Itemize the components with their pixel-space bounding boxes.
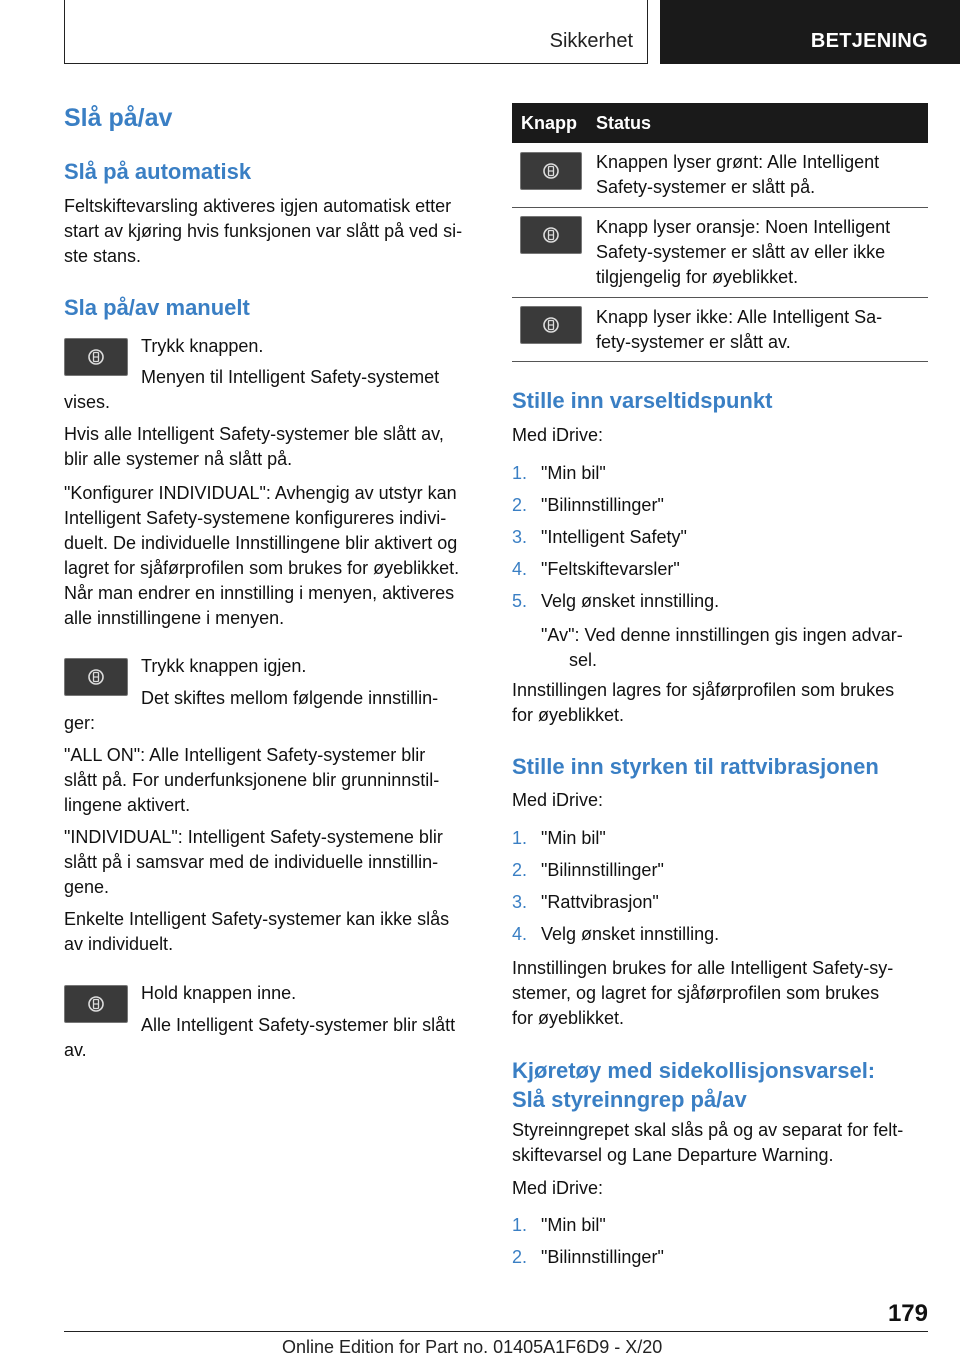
step-number: 4.	[512, 559, 528, 579]
menu-step: "Min bil"	[541, 1215, 606, 1235]
table-divider	[512, 297, 928, 298]
step-number: 2.	[512, 1247, 528, 1267]
para-all-off: Hvis alle Intelligent Safety-systemer ble slått av, blir alle systemer nå slått på.	[64, 424, 444, 469]
step-number: 1.	[512, 828, 528, 848]
menu-step: "Bilinnstillinger"	[541, 1247, 664, 1267]
warn-intro: Med iDrive:	[512, 425, 604, 445]
menu-step: "Min bil"	[541, 828, 606, 848]
steering-assist-icon	[541, 161, 561, 181]
menu-step: "Feltskiftevarsler"	[541, 559, 680, 579]
col-header-button: Knapp	[521, 113, 577, 133]
step-number: 3.	[512, 892, 528, 912]
table-button-image	[520, 216, 582, 254]
menu-step: "Intelligent Safety"	[541, 527, 687, 547]
steering-assist-icon	[86, 994, 106, 1014]
step3-line1: Hold knappen inne.	[141, 983, 297, 1003]
menu-step: "Bilinnstillinger"	[541, 860, 664, 880]
vib-after: Innstillingen brukes for alle Intelligent Safety-sy- stemer, og lagret for sjåførprofilen som brukes for øyeblikket.	[512, 958, 894, 1028]
vib-intro: Med iDrive:	[512, 790, 604, 810]
steering-assist-icon	[86, 347, 106, 367]
heading-manual: Sla på/av manuelt	[64, 295, 250, 320]
table-divider	[512, 361, 928, 362]
step2-line2: Det skiftes mellom følgende innstillin-	[141, 688, 439, 708]
step-number: 1.	[512, 463, 528, 483]
steering-assist-icon	[541, 315, 561, 335]
para-exceptions: Enkelte Intelligent Safety-systemer kan ikke slås av individuelt.	[64, 909, 450, 954]
steering-assist-icon	[86, 667, 106, 687]
para-individual: "INDIVIDUAL": Intelligent Safety-systemene blir slått på i samsvar med de individuelle innstillin- gene.	[64, 827, 443, 897]
para-all-on: "ALL ON": Alle Intelligent Safety-systemer blir slått på. For underfunksjonene blir grunninnstil- lingene aktivert.	[64, 745, 440, 815]
step-number: 5.	[512, 591, 528, 611]
step2-line1: Trykk knappen igjen.	[141, 656, 307, 676]
footer-divider	[64, 1331, 928, 1332]
menu-step: Velg ønsket innstilling.	[541, 591, 720, 611]
step2-line3: ger:	[64, 713, 96, 733]
col-header-status: Status	[596, 113, 652, 133]
step-number: 3.	[512, 527, 528, 547]
safety-button-image	[64, 658, 128, 696]
footer-edition: Online Edition for Part no. 01405A1F6D9 - X/20	[282, 1337, 663, 1357]
menu-step: "Rattvibrasjon"	[541, 892, 659, 912]
safety-button-image	[64, 338, 128, 376]
step-number: 2.	[512, 860, 528, 880]
warn-sub: "Av": Ved denne innstillingen gis ingen advar- sel.	[541, 625, 903, 670]
menu-step: "Min bil"	[541, 463, 606, 483]
step1-line2: Menyen til Intelligent Safety-systemet	[141, 367, 440, 387]
side-text: Styreinngrepet skal slås på og av separat for felt- skiftevarsel og Lane Departure Warning.	[512, 1120, 904, 1165]
para-configure: "Konfigurer INDIVIDUAL": Avhengig av utstyr kan Intelligent Safety-systemene konfigureres indivi- duelt. De individuelle Innstillingene blir aktivert og lagret for sjåførprofilen som brukes for øyeblikket. Når man endrer en innstilling i menyen, aktiveres alle innstillingene i menyen.	[64, 483, 460, 628]
step-number: 2.	[512, 495, 528, 515]
table-row-green: Knappen lyser grønt: Alle Intelligent Safety-systemer er slått på.	[596, 152, 880, 197]
step3-line2: Alle Intelligent Safety-systemer blir slått	[141, 1015, 456, 1035]
header-section: Sikkerhet	[64, 0, 648, 64]
side-intro: Med iDrive:	[512, 1178, 604, 1198]
step1-line3: vises.	[64, 392, 111, 412]
table-divider	[512, 207, 928, 208]
table-button-image	[520, 306, 582, 344]
heading-warn-time: Stille inn varseltidspunkt	[512, 388, 773, 413]
steering-assist-icon	[541, 225, 561, 245]
step-number: 1.	[512, 1215, 528, 1235]
menu-step: "Bilinnstillinger"	[541, 495, 664, 515]
menu-step: Velg ønsket innstilling.	[541, 924, 720, 944]
heading-side-collision: Kjøretøy med sidekollisjonsvarsel: Slå styreinngrep på/av	[512, 1058, 876, 1112]
step-number: 4.	[512, 924, 528, 944]
safety-button-image	[64, 985, 128, 1023]
heading-auto: Slå på automatisk	[64, 159, 252, 184]
header-chapter: BETJENING	[660, 0, 960, 64]
auto-text: Feltskiftevarsling aktiveres igjen automatisk etter start av kjøring hvis funksjonen var slått på ved si- ste stans.	[64, 196, 463, 266]
status-table-header	[512, 103, 928, 143]
table-row-off: Knapp lyser ikke: Alle Intelligent Sa- fety-systemer er slått av.	[596, 307, 883, 352]
step1-line1: Trykk knappen.	[141, 336, 264, 356]
heading-vibration: Stille inn styrken til rattvibrasjonen	[512, 754, 879, 779]
page-number: 179	[887, 1300, 928, 1327]
table-button-image	[520, 152, 582, 190]
warn-after: Innstillingen lagres for sjåførprofilen som brukes for øyeblikket.	[512, 680, 895, 725]
table-row-orange: Knapp lyser oransje: Noen Intelligent Safety-systemer er slått av eller ikke tilgjengelig for øyeblikket.	[596, 217, 891, 287]
section-title: Slå på/av	[64, 104, 173, 132]
step3-line3: av.	[64, 1040, 87, 1060]
